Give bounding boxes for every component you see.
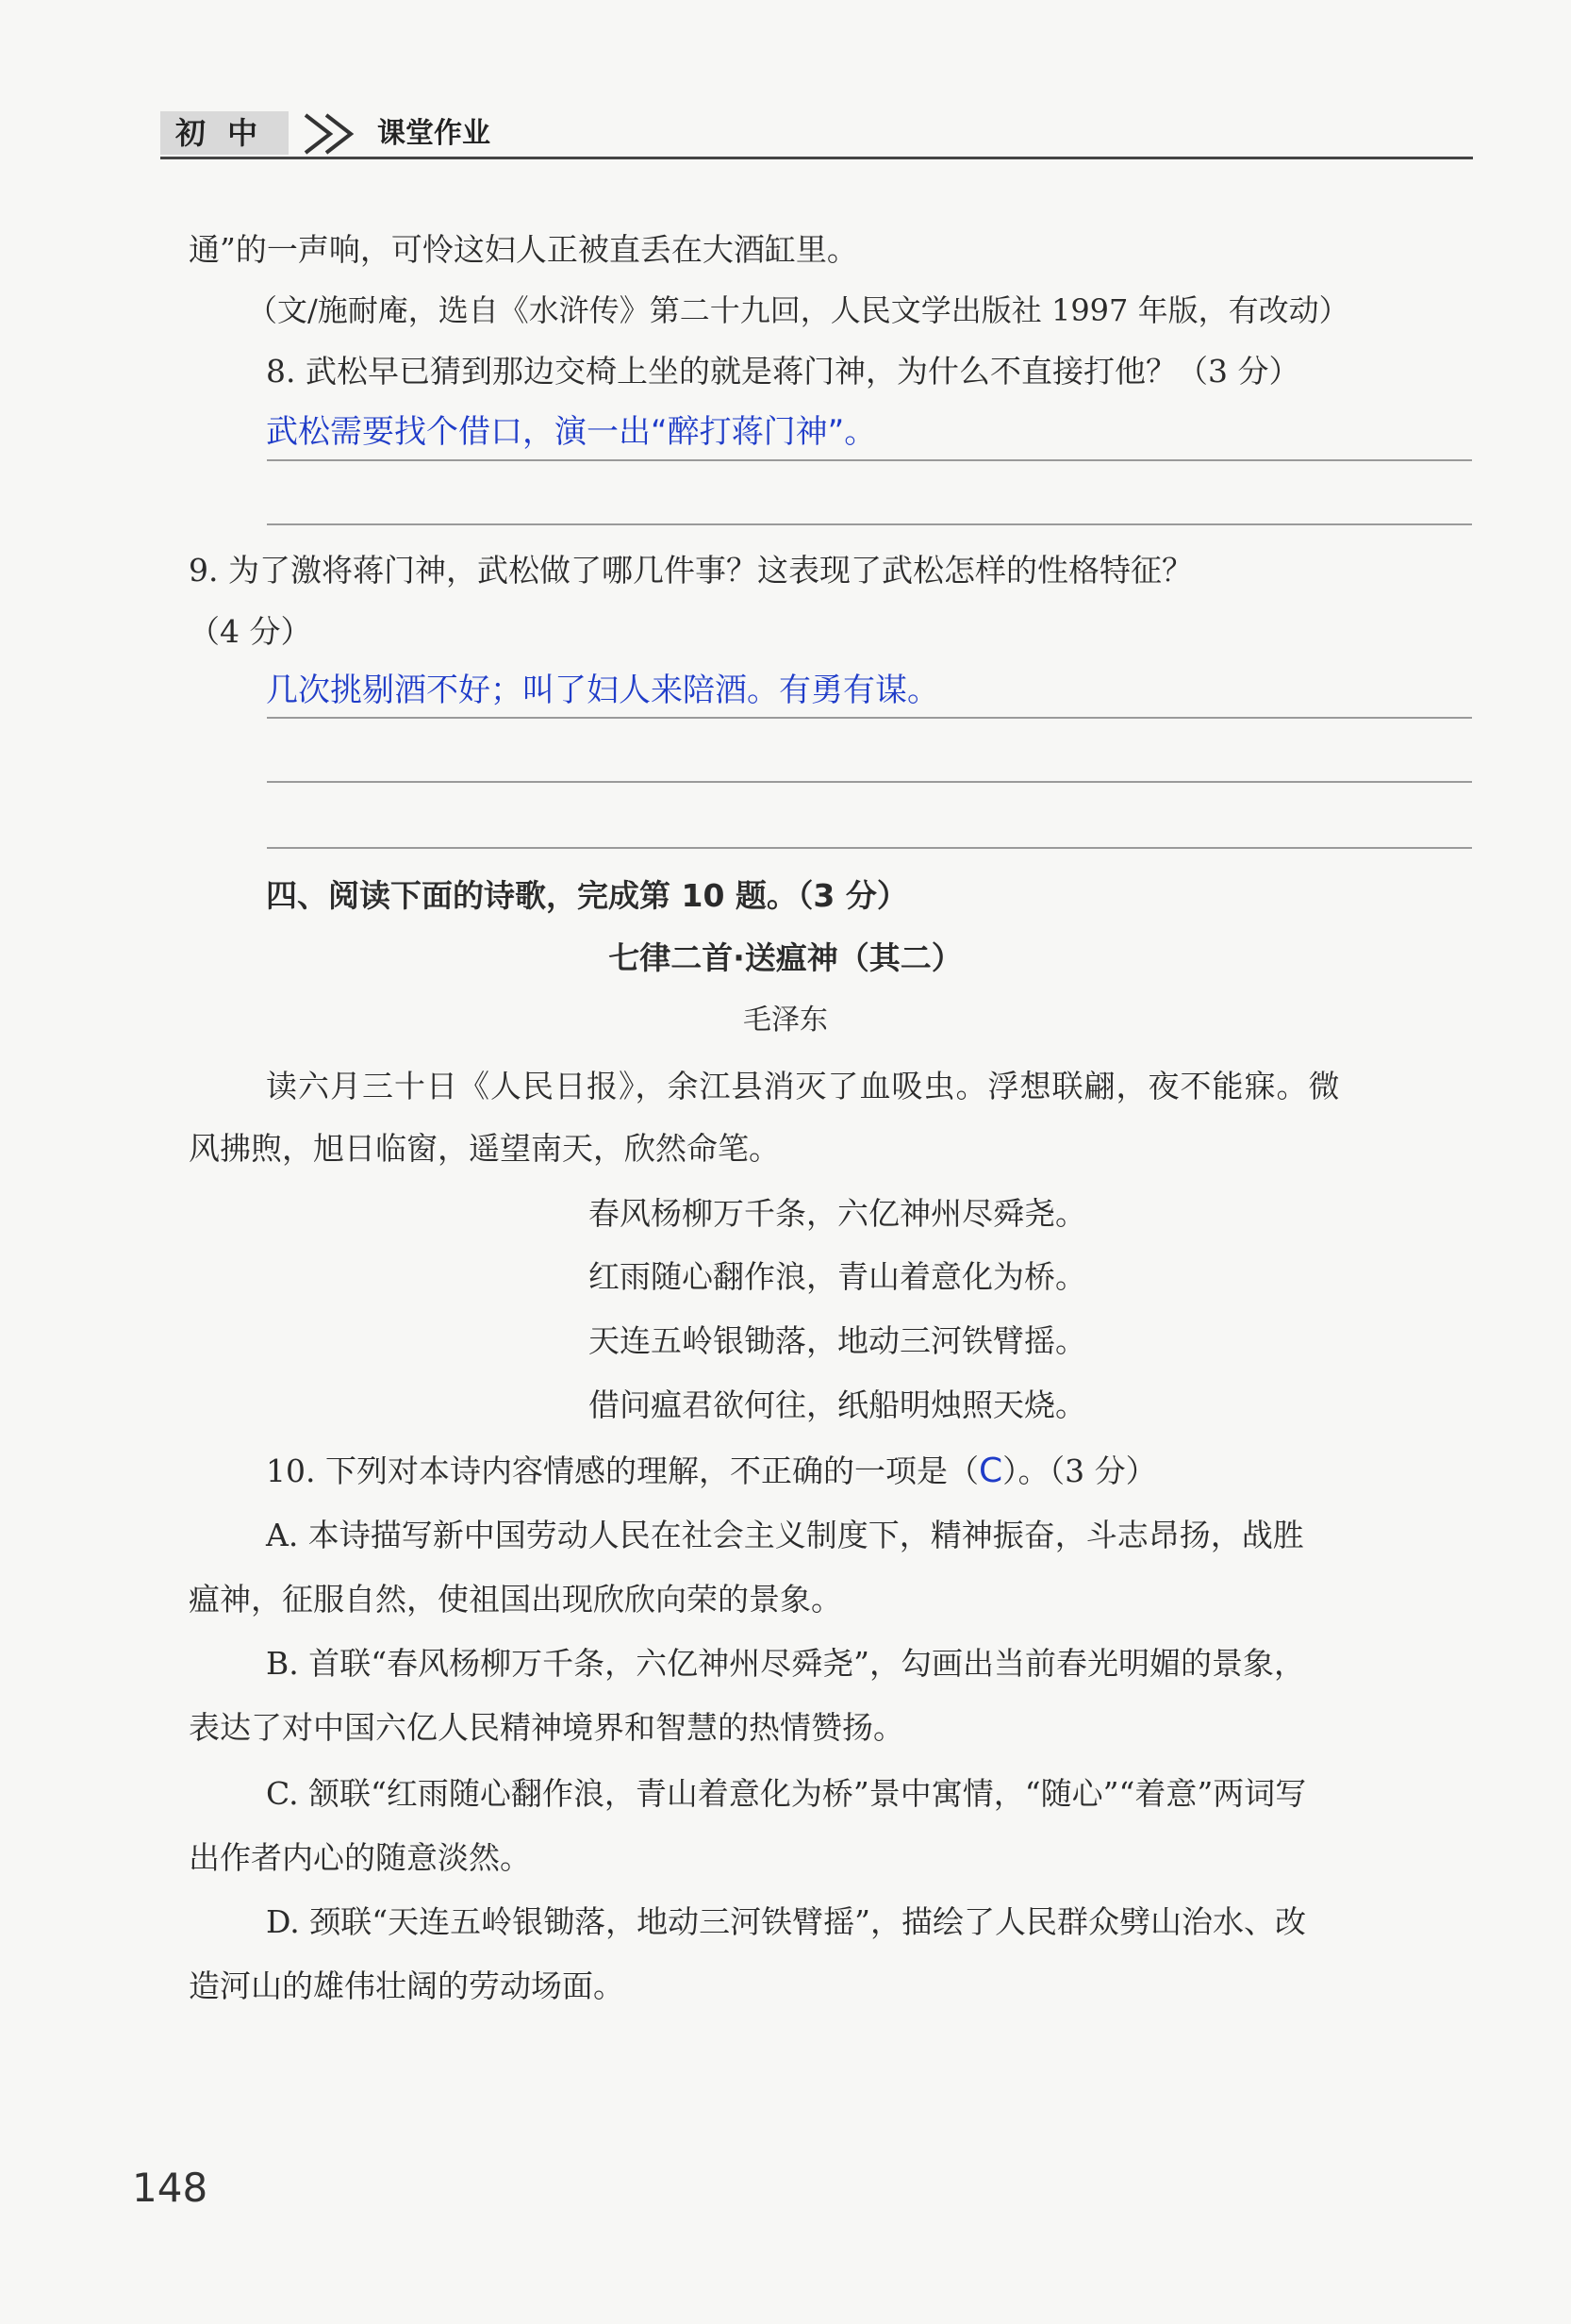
question-10-stem-end: ）。（3 分）	[1002, 1452, 1157, 1489]
story-last-line: 通”的一声响，可怜这妇人正被直丢在大酒缸里。	[189, 231, 858, 268]
header-title: 课堂作业	[377, 117, 490, 150]
answer-10: C	[978, 1452, 1003, 1490]
question-10	[266, 1451, 1157, 1492]
question-10-stem: 10. 下列对本诗内容情感的理解，不正确的一项是（	[266, 1452, 979, 1489]
answer-8: 武松需要找个借口，演一出“醉打蒋门神”。	[266, 413, 877, 451]
page-number: 148	[132, 2165, 208, 2211]
question-9-line2: （4 分）	[189, 613, 312, 650]
answer-line	[267, 717, 1472, 719]
double-chevron-icon	[302, 113, 368, 155]
poem-line: 天连五岭银锄落，地动三河铁臂摇。	[588, 1322, 1086, 1359]
poem-line: 春风杨柳万千条，六亿神州尽舜尧。	[588, 1195, 1086, 1232]
option-a-line1: A. 本诗描写新中国劳动人民在社会主义制度下，精神振奋，斗志昂扬，战胜	[266, 1517, 1304, 1553]
answer-9: 几次挑剔酒不好；叫了妇人来陪酒。有勇有谋。	[266, 672, 939, 709]
poem-title: 七律二首·送瘟神（其二）	[608, 939, 963, 976]
answer-line	[267, 523, 1472, 525]
poem-line: 借问瘟君欲何往，纸船明烛照天烧。	[588, 1386, 1086, 1423]
option-d-line2: 造河山的雄伟壮阔的劳动场面。	[189, 1967, 624, 2004]
option-b-line1: B. 首联“春风杨柳万千条，六亿神州尽舜尧”，勾画出当前春光明媚的景象，	[266, 1645, 1305, 1682]
option-c-line1: C. 颔联“红雨随心翻作浪，青山着意化为桥”景中寓情，“随心”“着意”两词写	[266, 1775, 1307, 1812]
poem-preface-line2: 风拂煦，旭日临窗，遥望南天，欣然命笔。	[189, 1130, 780, 1167]
poem-preface-line1: 读六月三十日《人民日报》，余江县消灭了血吸虫。浮想联翩，夜不能寐。微	[266, 1068, 1341, 1104]
question-8: 8. 武松早已猜到那边交椅上坐的就是蒋门神，为什么不直接打他？（3 分）	[266, 353, 1300, 390]
page-header	[160, 111, 1473, 158]
poem-author: 毛泽东	[743, 1004, 828, 1037]
option-a-line2: 瘟神，征服自然，使祖国出现欣欣向荣的景象。	[189, 1581, 842, 1618]
answer-line	[267, 847, 1472, 849]
poem-line: 红雨随心翻作浪，青山着意化为桥。	[588, 1258, 1086, 1295]
option-c-line2: 出作者内心的随意淡然。	[189, 1839, 531, 1876]
answer-line	[267, 459, 1472, 461]
question-9-line1: 9. 为了激将蒋门神，武松做了哪几件事？这表现了武松怎样的性格特征？	[189, 552, 1193, 589]
header-level-tab: 初 中	[160, 111, 289, 155]
section-4-heading: 四、阅读下面的诗歌，完成第 10 题。（3 分）	[266, 877, 908, 914]
header-rule	[160, 157, 1473, 159]
option-d-line1: D. 颈联“天连五岭银锄落，地动三河铁臂摇”，描绘了人民群众劈山治水、改	[266, 1903, 1307, 1940]
answer-line	[267, 781, 1472, 783]
option-b-line2: 表达了对中国六亿人民精神境界和智慧的热情赞扬。	[189, 1709, 904, 1746]
story-source: （文/施耐庵，选自《水浒传》第二十九回，人民文学出版社 1997 年版，有改动）	[247, 292, 1349, 328]
